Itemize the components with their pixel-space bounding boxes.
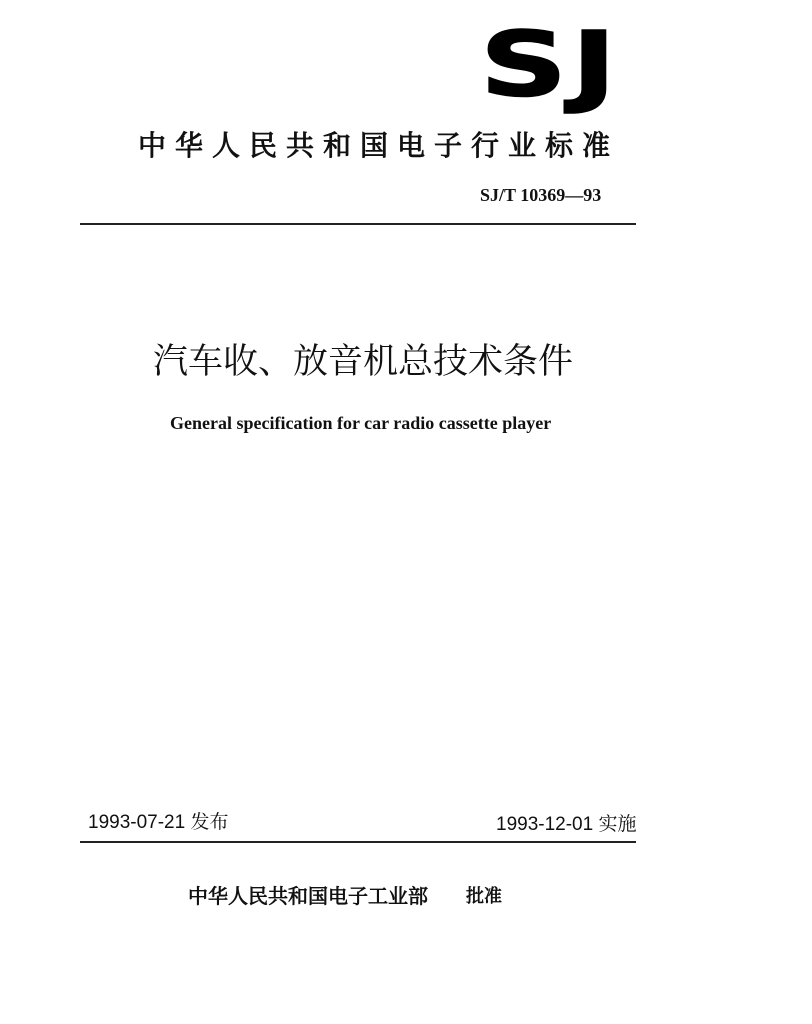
standard-name: 中华人民共和国电子行业标准: [138, 129, 620, 162]
sj-logo: SJ: [480, 12, 621, 117]
approving-authority: 中华人民共和国电子工业部: [188, 884, 428, 908]
top-divider: [80, 223, 636, 225]
approval-label: 批准: [466, 886, 502, 907]
standard-code: SJ/T 10369—93: [480, 185, 602, 205]
document-title-english: General specification for car radio cassette player: [170, 413, 552, 433]
bottom-divider: [80, 841, 636, 843]
document-title-chinese: 汽车收、放音机总技术条件: [153, 342, 574, 382]
implementation-date: 1993-12-01 实施: [496, 814, 637, 835]
issue-date: 1993-07-21 发布: [88, 812, 229, 833]
